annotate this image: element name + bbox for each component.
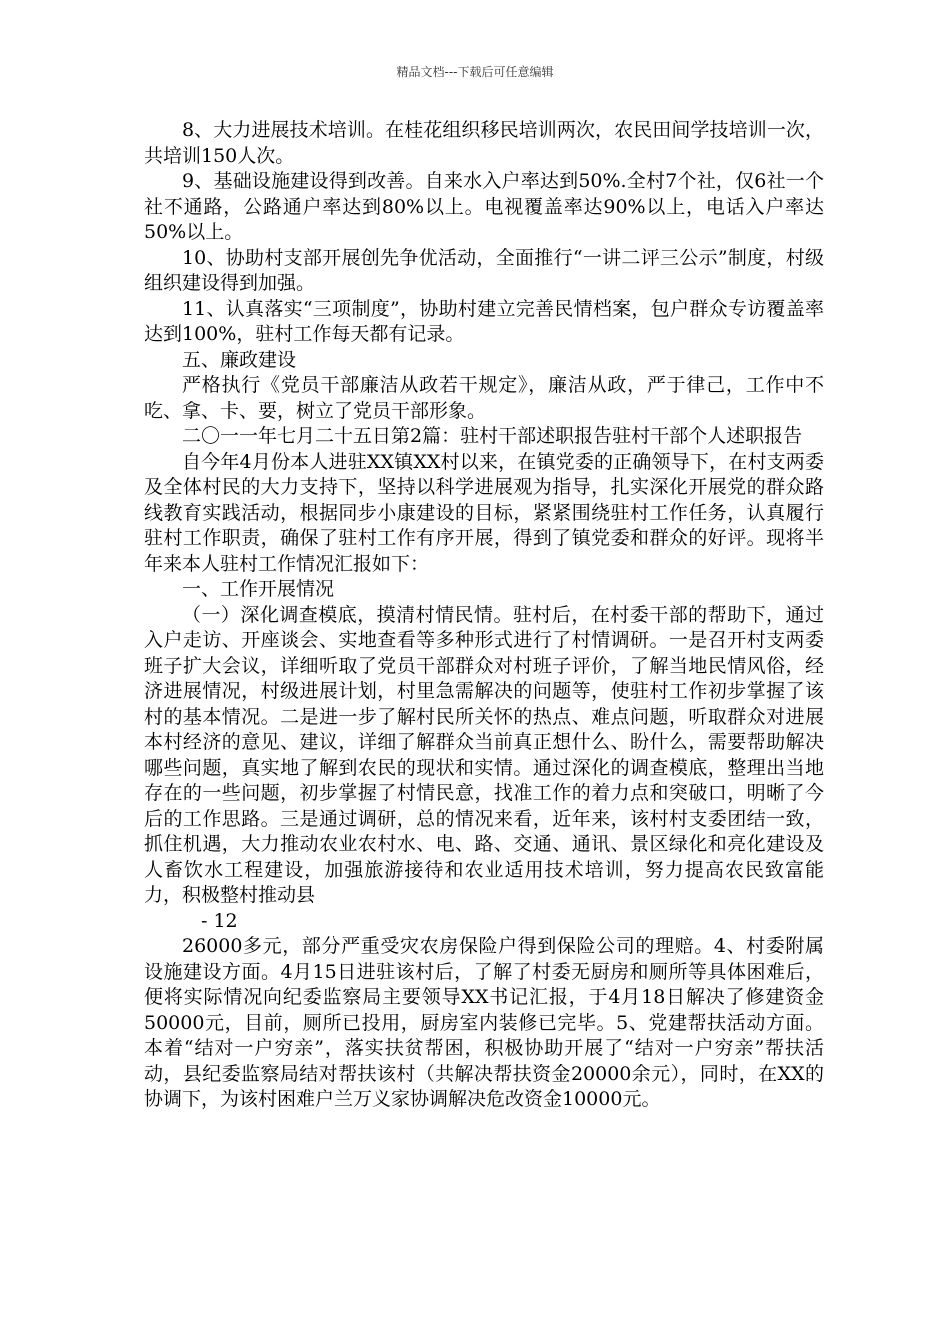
paragraph: 10、协助村支部开展创先争优活动，全面推行“一讲二评三公示”制度，村级组织建设得到加强。 [144, 246, 824, 294]
document-body [144, 118, 824, 1113]
paragraph: 二〇一一年七月二十五日第2篇：驻村干部述职报告驻村干部个人述职报告 [182, 425, 803, 447]
paragraph: 26000多元，部分严重受灾农房保险户得到保险公司的理赔。4、村委附属设施建设方面。4月15日进驻该村后，了解了村委无厨房和厕所等具体困难后，便将实际情况向纪委监察局主要领导XX书记汇报，于4月18日解决了修建资金50000元，目前，厕所已投用，厨房室内装修已完毕。5、党建帮扶活动方面。本着“结对一户穷亲”，落实扶贫帮困，积极协助开展了“结对一户穷亲”帮扶活动，县纪委监察局结对帮扶该村（共解决帮扶资金20000余元），同时，在XX的协调下，为该村困难户兰万义家协调解决危改资金10000元。 [144, 935, 824, 1110]
paragraph: 8、大力进展技术培训。在桂花组织移民培训两次，农民田间学技培训一次，共培训150人次。 [144, 119, 824, 167]
paragraph: 严格执行《党员干部廉洁从政若干规定》，廉洁从政，严于律己，工作中不吃、拿、卡、要，树立了党员干部形象。 [144, 374, 824, 422]
paragraph: 自今年4月份本人进驻XX镇XX村以来，在镇党委的正确领导下，在村支两委及全体村民的大力支持下，坚持以科学进展观为指导，扎实深化开展党的群众路线教育实践活动，根据同步小康建设的目标，紧紧围绕驻村工作任务，认真履行驻村工作职责，确保了驻村工作有序开展，得到了镇党委和群众的好评。现将半年来本人驻村工作情况汇报如下： [144, 450, 824, 575]
paragraph: 11、认真落实“三项制度”，协助村建立完善民情档案，包户群众专访覆盖率达到100%，驻村工作每天都有记录。 [144, 297, 824, 345]
section-heading: 五、廉政建设 [182, 348, 297, 371]
page-number: - 12 [201, 909, 238, 932]
paragraph: （一）深化调查模底，摸清村情民情。驻村后，在村委干部的帮助下，通过入户走访、开座谈会、实地查看等多种形式进行了村情调研。一是召开村支两委班子扩大会议，详细听取了党员干部群众对村班子评价，了解当地民情风俗，经济进展情况，村级进展计划，村里急需解决的问题等，使驻村工作初步掌握了该村的基本情况。二是进一步了解村民所关怀的热点、难点问题，听取群众对进展本村经济的意见、建议，详细了解群众当前真正想什么、盼什么，需要帮助解决哪些问题，真实地了解到农民的现状和实情。通过深化的调查模底，整理出当地存在的一些问题，初步掌握了村情民意，找准工作的着力点和突破口，明晰了今后的工作思路。三是通过调研，总的情况来看，近年来，该村村支委团结一致，抓住机遇，大力推动农业农村水、电、路、交通、通讯、景区绿化和亮化建设及人畜饮水工程建设，加强旅游接待和农业适用技术培训，努力提高农民致富能力，积极整村推动县 [144, 603, 824, 906]
page-header: 精品文档---下载后可任意编辑 [396, 65, 554, 79]
section-heading: 一、工作开展情况 [182, 578, 335, 600]
paragraph: 9、基础设施建设得到改善。自来水入户率达到50%.全村7个社，仅6社一个社不通路，公路通户率达到80%以上。电视覆盖率达90%以上，电话入户率达50%以上。 [144, 170, 824, 243]
